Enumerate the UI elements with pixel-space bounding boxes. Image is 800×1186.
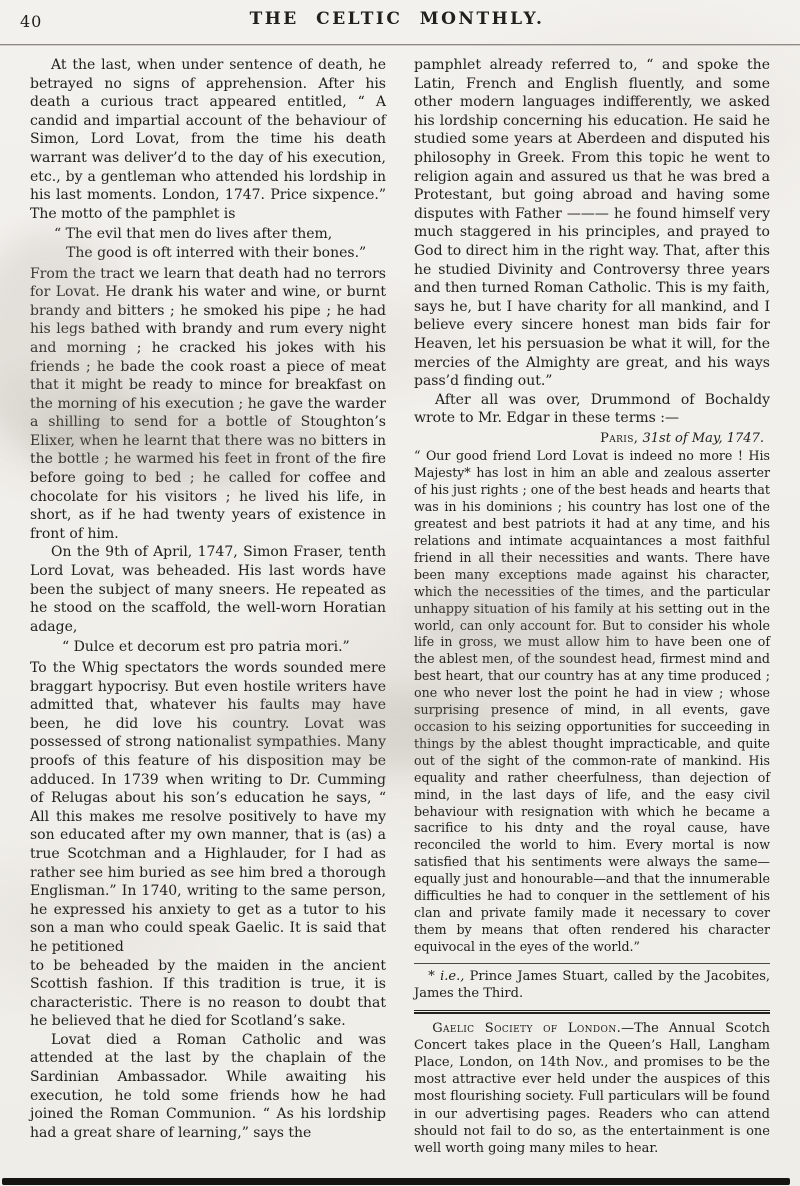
bottom-scan-bar xyxy=(2,1178,790,1185)
beheading-paragraph: On the 9th of April, 1747, Simon Fraser, tenth Lord Lovat, was beheaded. His last words have been the subject of many sneers. He repeated as he stood on the scaffold, the well-worn Horatian adage, xyxy=(30,544,386,635)
section-divider xyxy=(414,1010,770,1014)
footnote-ie: i.e., xyxy=(440,968,465,984)
education-paragraph: pamphlet already referred to, “ and spoke the Latin, French and English fluently, and some other modern languages indifferently, we asked his lordship concerning his education. He said he studied some years at Aberdeen and disputed his philosophy in Greek. From this topic he went to religion again and assured us that he was bred a Protestant, but going abroad and having some disputes with Father ——— he found himself very much staggered in his principles, and prayed to God to direct him in the right way. That, after this he studied Divinity and Controversy three years and then turned Roman Catholic. This is my faith, says he, but I have charity for all mankind, and I believe every sincere honest man bids fair for Heaven, let his persuasion be what it will, for the mercies of the Almighty are great, and his ways pass’d finding out.” xyxy=(414,57,770,390)
opening-paragraph: At the last, when under sentence of death, he betrayed no signs of apprehension. After his death a curious tract appeared entitled, “ A candid and impartial account of the behaviour of Simon, Lord Lovat, from the time his death warrant was deliver’d to the day of his execution, etc., by a gentleman who attended his lordship in his last moments. London, 1747. Price sixpence.” The motto of the pamphlet is xyxy=(30,57,386,222)
catholic-paragraph: Lovat died a Roman Catholic and was attended at the last by the chaplain of the Sardinian Ambassador. While awaiting his execution, he told some friends how he had joined the Roman Communion. “ As his lordship had a great share of learning,” says the xyxy=(30,1031,386,1141)
verse-line: The good is oft interred with their bones.” xyxy=(66,244,367,261)
drummond-intro-paragraph: After all was over, Drummond of Bochaldy wrote to Mr. Edgar in these terms :— xyxy=(414,391,770,427)
gaelic-society-notice xyxy=(414,1020,770,1158)
page-number: 40 xyxy=(20,12,43,31)
footnote-marker: * xyxy=(428,968,441,984)
left-column xyxy=(30,56,386,1157)
drummond-letter: “ Our good friend Lord Lovat is indeed no more ! His Majesty* has lost in him an able and zealous asserter of his just rights ; one of the best heads and hearts that was in his dominions ; his country has lost one of the greatest and best patriots it had at any time, and his relations and intimate acquaintances a most faithful friend in all their necessities and wants. There have been many exceptions made against his character, which the necessities of the times, and the particular unhappy situation of his family at his setting out in the world, can only account for. But to consider his whole life in gross, we must allow him to have been one of the ablest men, of the soundest head, firmest mind and best heart, that our country has at any time produced ; one who never lost the point he had in view ; whose surprising presence of mind, in all events, gave occasion to his seizing opportunities for succeeding in things by the ablest thought impracticable, and quite out of the sight of the common-rate of mankind. His equality and rather cheerfulness, than dejection of mind, in the last days of life, and the easy civil behaviour with resignation with which he became a sacrifice to his dnty and the royal cause, have reconciled the world to him. Every mortal is now satisfied that his sentiments were always the same—equally just and honourable—and that the innumerable difficulties he had to conquer in the settlement of his clan and private family made it necessary to cover them by means that often rendered his character equivocal in the eyes of the world.” xyxy=(414,448,770,954)
shakespeare-quote xyxy=(54,225,386,262)
verse-line: “ The evil that men do lives after them, xyxy=(54,226,333,243)
latin-adage: “ Dulce et decorum est pro patria mori.” xyxy=(62,639,350,656)
footnote-text: Prince James Stuart, called by the Jacobites, James the Third. xyxy=(414,968,770,1001)
maiden-paragraph: to be beheaded by the maiden in the ancient Scottish fashion. If this tradition is true, it is characteristic. There is no reason to doubt that he believed that he died for Scotland’s sake. xyxy=(30,957,386,1030)
letter-dateline xyxy=(414,430,770,449)
page-header xyxy=(20,9,774,39)
page-title: THE CELTIC MONTHLY. xyxy=(249,9,545,29)
footnote xyxy=(414,968,770,1002)
dateline-date: 31st of May, 1747. xyxy=(642,430,764,446)
footnote-rule xyxy=(414,963,770,964)
whig-paragraph: To the Whig spectators the words sounded mere braggart hypocrisy. But even hostile writers have admitted that, whatever his faults may have been, he did love his country. Lovat was possessed of strong nationalist sympathies. Many proofs of this feature of his disposition may be adduced. In 1739 when writing to Dr. Cumming of Relugas about his son’s education he says, “ All this makes me resolve positively to have my son educated after my own manner, that is (as) a true Scotchman and a Highlauder, for I had as rather see him buried as see him bred a thorough Englisman.” In 1740, writing to the same person, he expressed his anxiety to get as a tutor to his son a man who could speak Gaelic. It is said that he petitioned xyxy=(30,660,386,955)
dateline-place: Paris, xyxy=(600,430,639,446)
content-columns xyxy=(0,45,800,1157)
notice-text: —The Annual Scotch Concert takes place in the Queen’s Hall, Langham Place, London, on 14th Nov., and promises to be the most attractive ever held under the auspices of this most flourishing society. Full particulars will be found in our advertising pages. Readers who can attend should not fail to do so, as the entertainment is one well worth going many miles to hear. xyxy=(414,1020,770,1157)
right-column xyxy=(414,56,770,1157)
tract-paragraph: From the tract we learn that death had no terrors for Lovat. He drank his water and wine, or burnt brandy and bitters ; he smoked his pipe ; he had his legs bathed with brandy and rum every night and morning ; he cracked his jokes with his friends ; he bade the cook roast a piece of meat that it might be ready to mince for breakfast on the morning of his execution ; he gave the warder a shilling to send for a bottle of Stoughton’s Elixer, when he learnt that there was no bitters in the bottle ; he warmed his feet in front of the fire before going to bed ; he called for coffee and chocolate for his visitors ; he lived his life, in short, as if he had twenty years of existence in front of him. xyxy=(30,265,386,542)
notice-lead: Gaelic Society of London. xyxy=(432,1020,622,1036)
